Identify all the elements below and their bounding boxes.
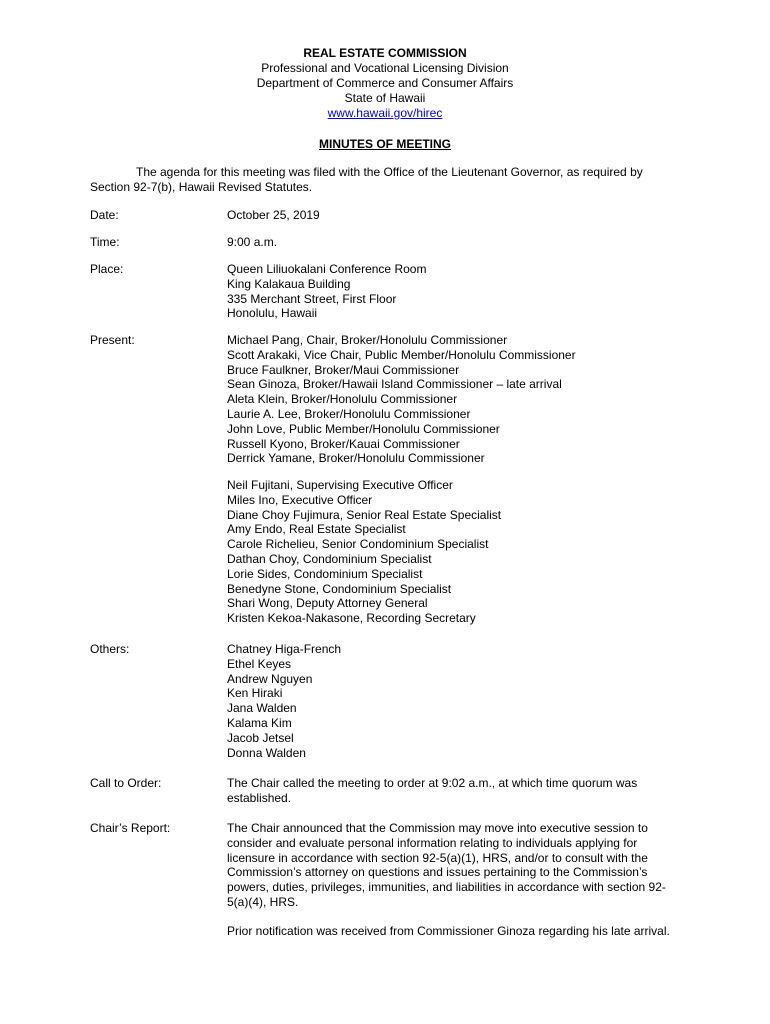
commissioner-item: Michael Pang, Chair, Broker/Honolulu Commissioner: [227, 333, 508, 347]
org-title: REAL ESTATE COMMISSION: [303, 46, 467, 60]
staff-item: Diane Choy Fujimura, Senior Real Estate Specialist: [227, 507, 502, 522]
place-label: Place:: [90, 262, 124, 276]
letterhead: [0, 46, 770, 121]
chairs-report-notification: Prior notification was received from Commissioner Ginoza regarding his late arrival.: [227, 923, 670, 938]
website-link[interactable]: www.hawaii.gov/hirec: [327, 106, 443, 120]
place-lines: [227, 262, 677, 321]
call-to-order-text: The Chair called the meeting to order at 9:02 a.m., at which time quorum was established.: [227, 776, 638, 805]
time-label: Time:: [90, 235, 120, 249]
document-title: MINUTES OF MEETING: [319, 137, 451, 151]
staff-item: Miles Ino, Executive Officer: [227, 492, 373, 507]
intro-paragraph: The agenda for this meeting was filed with the Office of the Lieutenant Governor, as required by Section 92-7(b), Hawaii Revised Statutes.: [90, 165, 643, 194]
place-line: 335 Merchant Street, First Floor: [227, 291, 397, 306]
date-value: October 25, 2019: [227, 208, 320, 222]
call-to-order-label: Call to Order:: [90, 776, 162, 790]
attendee-item: Ethel Keyes: [227, 656, 292, 671]
commissioner-item: Aleta Klein, Broker/Honolulu Commissioner: [227, 392, 458, 407]
attendee-item: Chatney Higa-French: [227, 642, 342, 656]
attendee-item: Jana Walden: [227, 701, 297, 716]
commissioner-item: Sean Ginoza, Broker/Hawaii Island Commissioner – late arrival: [227, 377, 562, 392]
staff-item: Kristen Kekoa-Nakasone, Recording Secretary: [227, 611, 476, 626]
staff-item: Lorie Sides, Condominium Specialist: [227, 566, 423, 581]
others-list: [227, 642, 677, 760]
time-value: 9:00 a.m.: [227, 235, 278, 249]
chairs-report-label: Chair’s Report:: [90, 821, 171, 835]
attendee-item: Kalama Kim: [227, 715, 292, 730]
attendee-item: Andrew Nguyen: [227, 671, 313, 686]
commissioner-item: Laurie A. Lee, Broker/Honolulu Commissioner: [227, 406, 471, 421]
attendee-item: Donna Walden: [227, 745, 306, 760]
place-line: Queen Liliuokalani Conference Room: [227, 262, 427, 276]
department-name: Department of Commerce and Consumer Affairs: [256, 76, 514, 90]
staff-list: [227, 478, 677, 626]
commissioner-item: Derrick Yamane, Broker/Honolulu Commissioner: [227, 451, 485, 466]
others-label: Others:: [90, 642, 130, 656]
staff-item: Amy Endo, Real Estate Specialist: [227, 522, 406, 537]
attendee-item: Ken Hiraki: [227, 686, 283, 701]
staff-item: Carole Richelieu, Senior Condominium Specialist: [227, 537, 489, 552]
present-label: Present:: [90, 333, 135, 347]
staff-item: Benedyne Stone, Condominium Specialist: [227, 581, 452, 596]
staff-item: Shari Wong, Deputy Attorney General: [227, 596, 428, 611]
chairs-report-text: The Chair announced that the Commission may move into executive session to consider and evaluate personal information relating to individuals applying for licensure in accordance with section 92-5(a)(1), HRS, and/or to consult with the Commission’s attorney on questions and issues pertaining to the Commission’s powers, duties, privileges, immunities, and liabilities in accordance with section 92-5(a)(4), HRS.: [227, 821, 666, 909]
date-label: Date:: [90, 208, 119, 222]
staff-item: Neil Fujitani, Supervising Executive Officer: [227, 478, 453, 492]
state-name: State of Hawaii: [344, 91, 426, 105]
commissioner-item: Scott Arakaki, Vice Chair, Public Member/Honolulu Commissioner: [227, 347, 576, 362]
attendee-item: Jacob Jetsel: [227, 730, 294, 745]
commissioner-item: John Love, Public Member/Honolulu Commissioner: [227, 421, 500, 436]
commissioner-list: [227, 333, 677, 466]
place-line: Honolulu, Hawaii: [227, 306, 318, 321]
commissioner-item: Russell Kyono, Broker/Kauai Commissioner: [227, 436, 460, 451]
commissioner-item: Bruce Faulkner, Broker/Maui Commissioner: [227, 362, 460, 377]
place-line: King Kalakaua Building: [227, 276, 351, 291]
staff-item: Dathan Choy, Condominium Specialist: [227, 551, 432, 566]
division-name: Professional and Vocational Licensing Division: [261, 61, 509, 75]
